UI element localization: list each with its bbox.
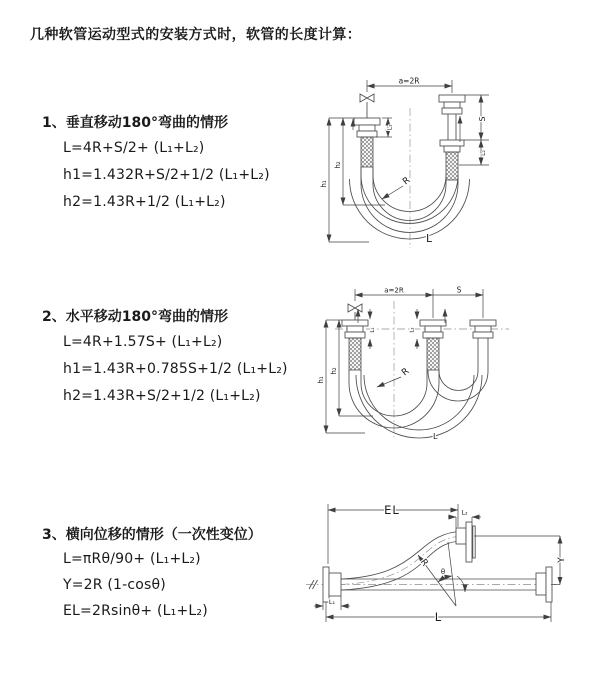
- diagram-vertical-180: [313, 72, 573, 250]
- radius-callout: [382, 176, 412, 199]
- braided-hose-section: [446, 152, 458, 180]
- dim-l-label: L: [434, 610, 442, 624]
- dim-a2r-label: a=2R: [384, 286, 404, 295]
- dim-l1-label: L₁: [328, 598, 336, 606]
- length-label: L: [433, 432, 438, 441]
- formula-length: L=4R+1.57S+ (L₁+L₂): [63, 334, 223, 350]
- formula-length: L=4R+S/2+ (L₁+L₂): [63, 140, 205, 156]
- valve-icon: [348, 304, 362, 320]
- dim-l2: [448, 509, 481, 529]
- hose-displaced-position: [341, 531, 464, 590]
- dim-h1-label: h₁: [320, 180, 328, 188]
- radius-label: R: [417, 557, 430, 569]
- dim-l2-label: L₂: [409, 327, 416, 333]
- braided-hose-section: [427, 338, 439, 370]
- angle-label: θ: [440, 568, 446, 576]
- valve-icon: [360, 94, 374, 118]
- dim-l1-label: L₁: [386, 124, 394, 131]
- right-flange-lower: [440, 140, 464, 180]
- radius-label: R: [400, 366, 412, 379]
- braided-hose-section: [361, 137, 373, 167]
- dim-l1-label: L₁: [370, 327, 376, 333]
- dim-s-label: S: [456, 285, 462, 295]
- braided-hose-section: [349, 338, 361, 370]
- dim-l: [326, 602, 551, 624]
- hose-u-bends: [349, 351, 488, 438]
- section-2-heading: 2、水平移动180°弯曲的情形: [42, 309, 228, 325]
- right-flange-upper: [439, 95, 465, 140]
- angle-construction: [418, 542, 465, 606]
- formula-el: EL=2Rsinθ+ (L₁+L₂): [63, 603, 208, 619]
- left-flange: [354, 118, 380, 167]
- diagram-lateral-displacement: [298, 498, 598, 628]
- radius-label: R: [401, 175, 413, 188]
- dim-l1: [314, 596, 350, 610]
- dim-s: [459, 95, 489, 165]
- middle-flange: [420, 320, 446, 370]
- formula-length: L=πRθ/90+ (L₁+L₂): [63, 551, 201, 567]
- page-title: 几种软管运动型式的安装方式时，软管的长度计算：: [30, 27, 362, 43]
- dim-s-label: S: [478, 116, 487, 122]
- diagram-horizontal-180: [313, 283, 583, 445]
- dim-y-label: Y: [557, 557, 567, 563]
- formula-h2: h2=1.43R+1/2 (L₁+L₂): [63, 194, 226, 210]
- right-flange-upper: [456, 522, 475, 562]
- dim-l2-label: L₂: [480, 150, 487, 156]
- left-flange: [323, 567, 341, 602]
- dim-el: [328, 503, 458, 564]
- left-flange: [342, 320, 368, 370]
- dim-l1: [370, 309, 376, 349]
- dim-a2r: [355, 286, 483, 319]
- right-flange-lower: [536, 567, 552, 602]
- length-label: L: [426, 232, 433, 245]
- formula-h2: h2=1.43R+S/2+1/2 (L₁+L₂): [63, 388, 261, 404]
- dim-el-label: EL: [384, 503, 400, 517]
- dim-a2r-label: a=2R: [398, 76, 420, 86]
- section-3-heading: 3、横向位移的情形（一次性变位）: [42, 527, 262, 543]
- dim-h1-label: h₁: [317, 376, 325, 384]
- dim-a2r: [367, 77, 452, 94]
- formula-h1: h1=1.43R+0.785S+1/2 (L₁+L₂): [63, 361, 288, 377]
- dim-h2-label: h₂: [334, 161, 342, 169]
- dim-l2-label: L₂: [461, 508, 468, 517]
- formula-h1: h1=1.432R+S/2+1/2 (L₁+L₂): [63, 167, 270, 183]
- section-1-heading: 1、垂直移动180°弯曲的情形: [42, 115, 228, 131]
- right-flange: [470, 320, 496, 351]
- dim-h2-label: h₂: [330, 367, 338, 375]
- dim-y: [474, 536, 567, 585]
- formula-y: Y=2R (1-cosθ): [63, 577, 166, 593]
